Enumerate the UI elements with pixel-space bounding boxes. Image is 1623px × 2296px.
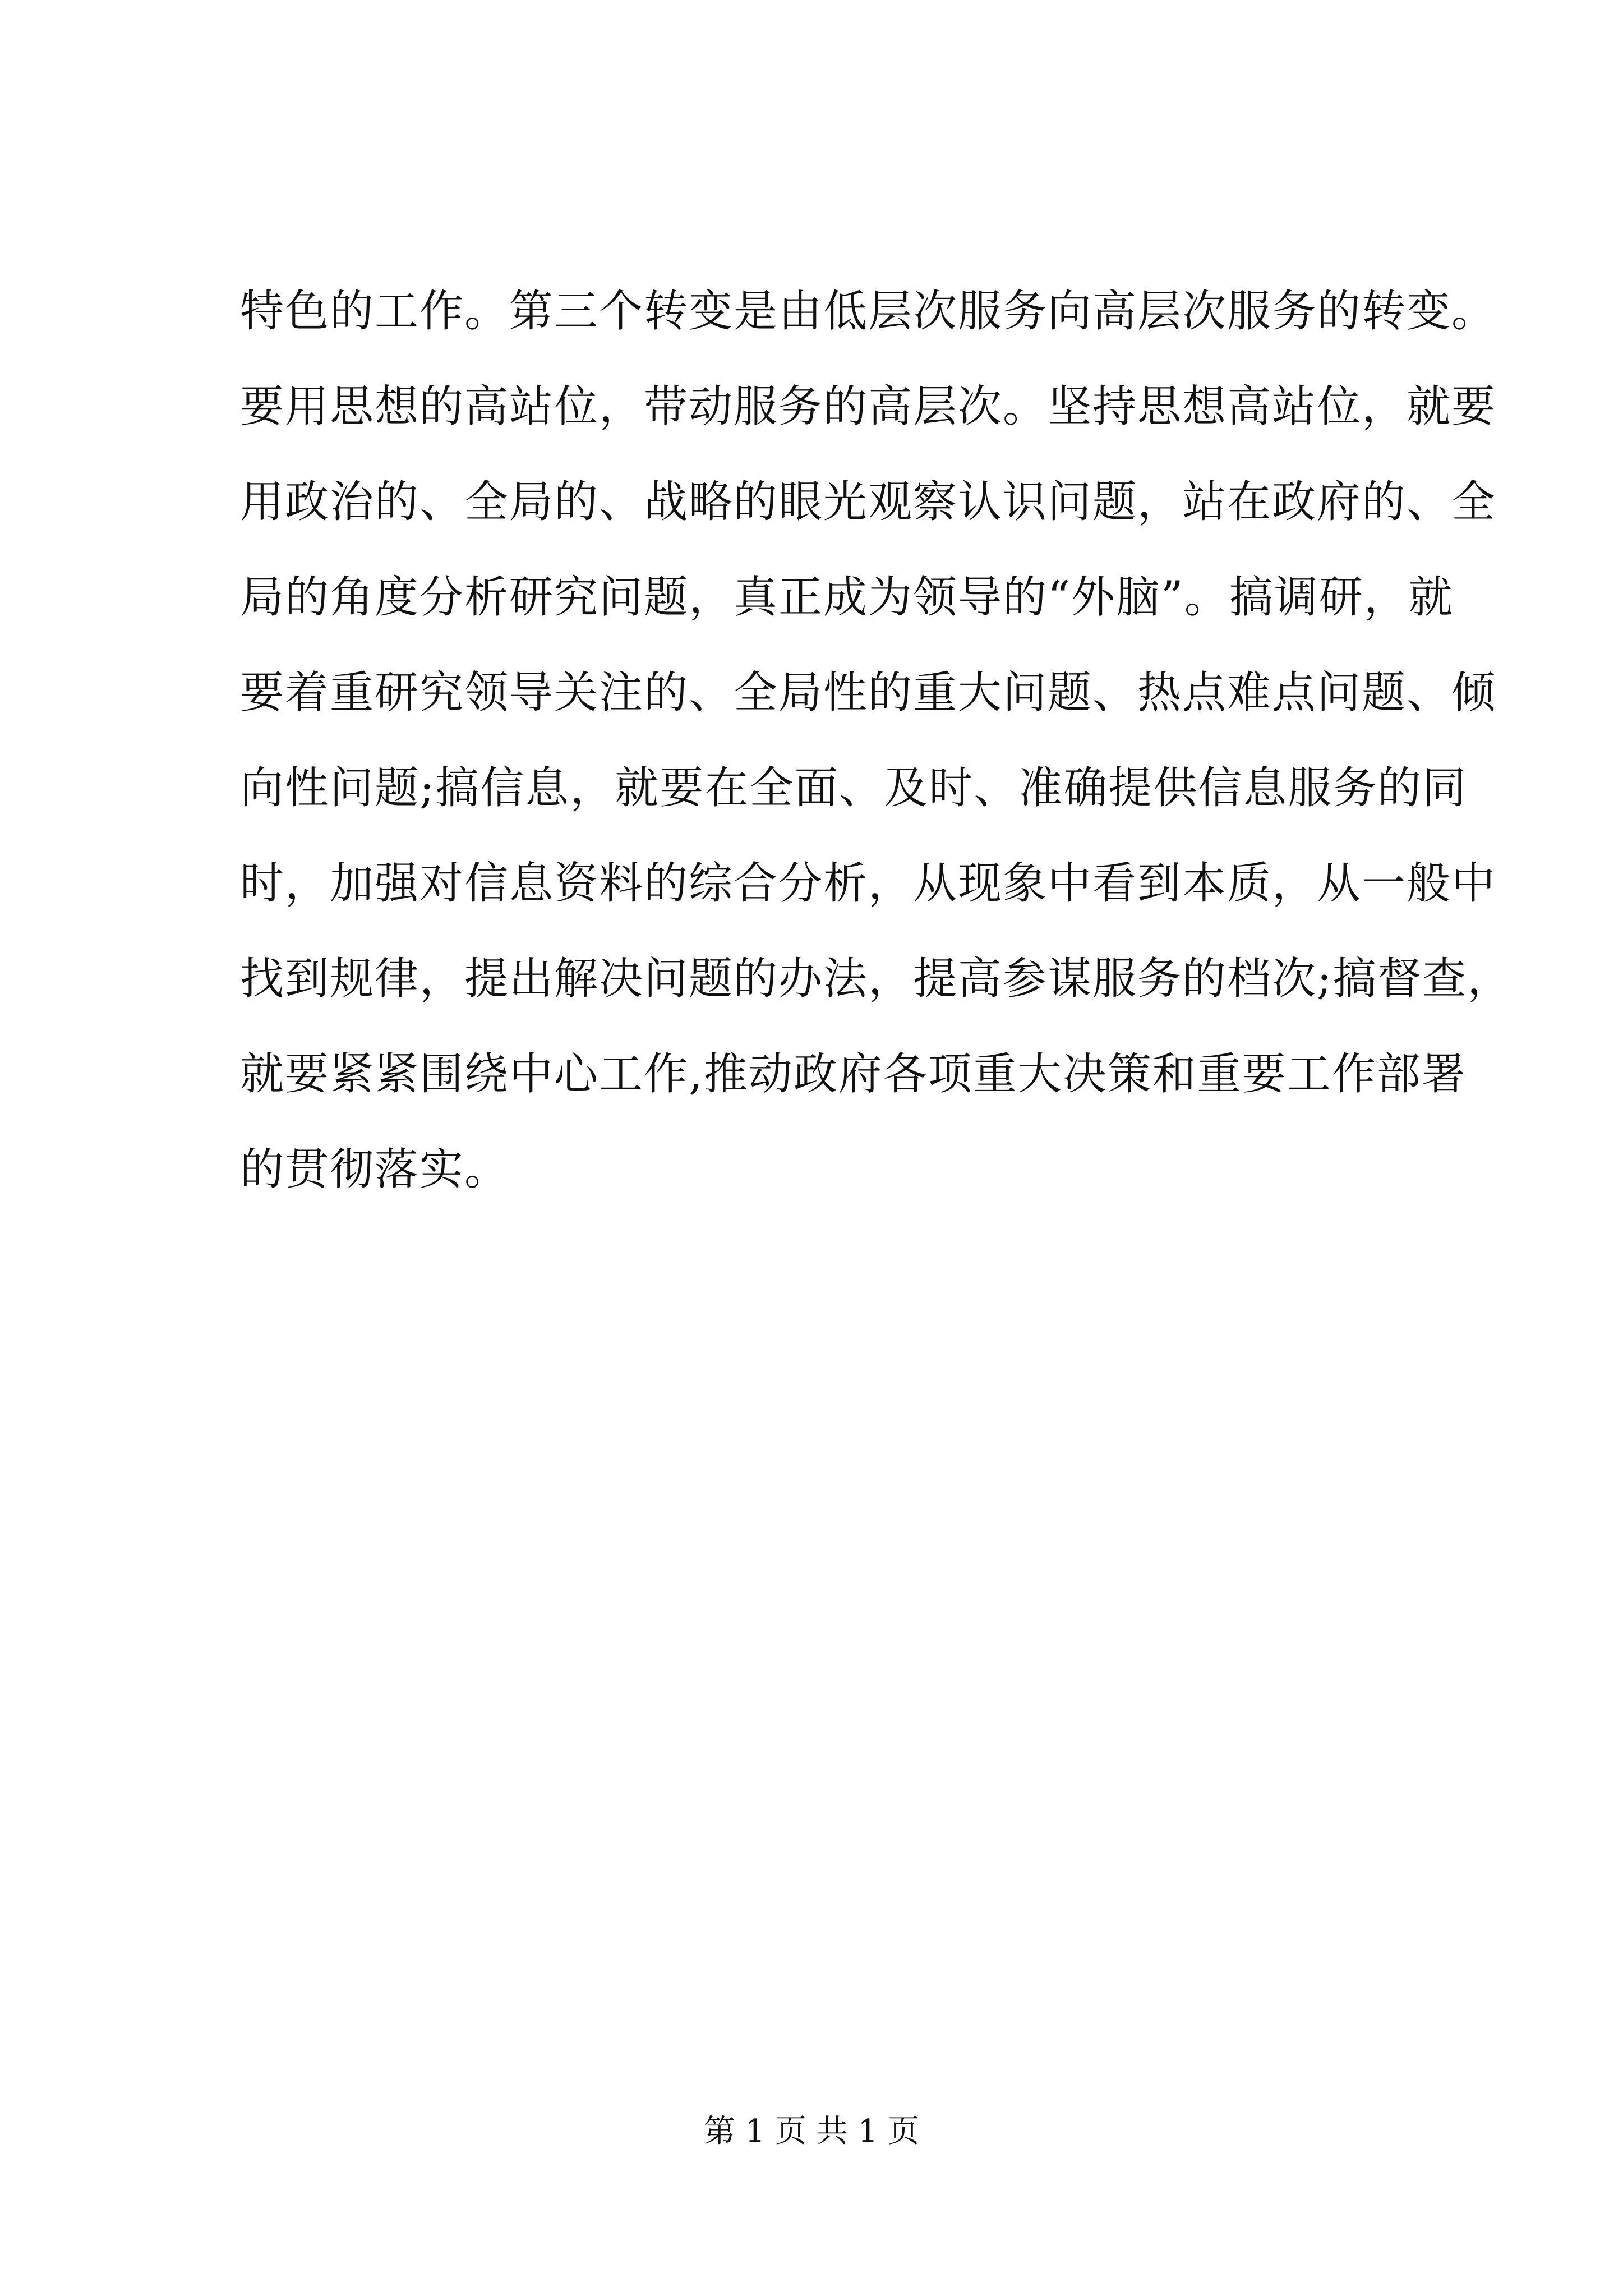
text-line: 用政治的、全局的、战略的眼光观察认识问题，站在政府的、全 xyxy=(240,477,1497,527)
text-line: 特色的工作。第三个转变是由低层次服务向高层次服务的转变。 xyxy=(240,286,1497,337)
text-line: 就要紧紧围绕中心工作,推动政府各项重大决策和重要工作部署 xyxy=(240,1049,1467,1099)
text-line: 局的角度分析研究问题，真正成为领导的“外脑”。搞调研，就 xyxy=(240,572,1454,623)
body-paragraph xyxy=(240,264,1513,1217)
text-line: 要着重研究领导关注的、全局性的重大问题、热点难点问题、倾 xyxy=(240,668,1497,718)
text-line: 找到规律，提出解决问题的办法，提高参谋服务的档次;搞督查， xyxy=(240,954,1513,1004)
page-footer: 第 1 页 共 1 页 xyxy=(703,2113,920,2150)
text-line: 的贯彻落实。 xyxy=(240,1144,510,1195)
text-line: 时，加强对信息资料的综合分析，从现象中看到本质，从一般中 xyxy=(240,858,1497,909)
text-line: 要用思想的高站位，带动服务的高层次。坚持思想高站位，就要 xyxy=(240,381,1497,432)
text-line: 向性问题;搞信息，就要在全面、及时、准确提供信息服务的同 xyxy=(240,763,1468,813)
